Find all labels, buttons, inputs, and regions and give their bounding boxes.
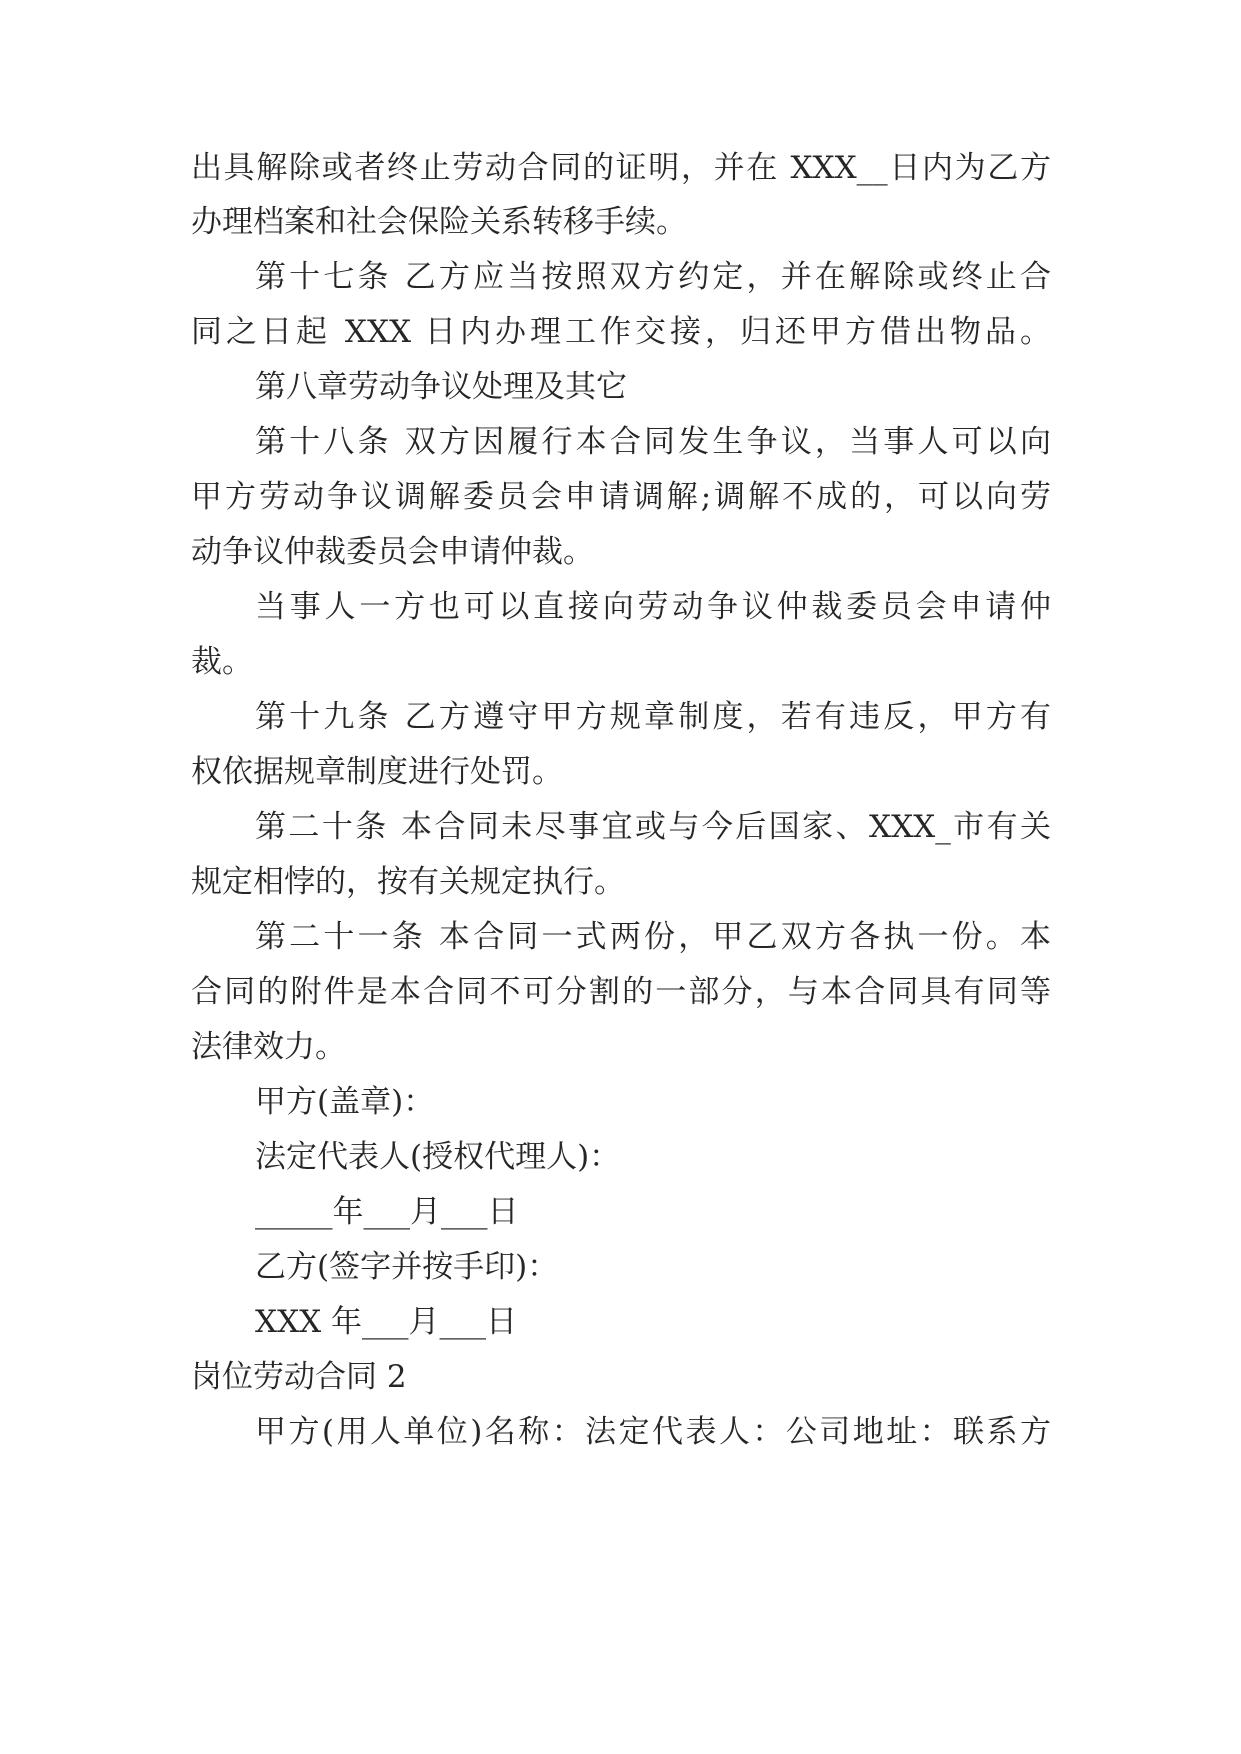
text-line: 出具解除或者终止劳动合同的证明，并在 XXX__日内为乙方 (191, 150, 1051, 186)
party-a-seal: 甲方(盖章)： (255, 1084, 435, 1120)
article-17: 第十七条 乙方应当按照双方约定，并在解除或终止合 (255, 259, 1051, 295)
text-line: 甲方劳动争议调解委员会申请调解;调解不成的，可以向劳 (191, 479, 1051, 515)
article-19: 第十九条 乙方遵守甲方规章制度，若有违反，甲方有 (255, 699, 1051, 735)
text-line: 当事人一方也可以直接向劳动争议仲裁委员会申请仲 (255, 589, 1051, 625)
text-line: 规定相悖的，按有关规定执行。 (191, 864, 625, 900)
section-title: 岗位劳动合同 2 (191, 1359, 407, 1395)
party-b-signature: 乙方(签字并按手印)： (255, 1249, 559, 1285)
text-line: 裁。 (191, 644, 253, 680)
text-line: 同之日起 XXX 日内办理工作交接，归还甲方借出物品。 (191, 314, 1051, 350)
chapter-heading: 第八章劳动争议处理及其它 (255, 369, 627, 405)
text-line: 甲方(用人单位)名称：法定代表人：公司地址：联系方 (255, 1414, 1051, 1450)
text-line: 办理档案和社会保险关系转移手续。 (191, 204, 687, 240)
text-line: 权依据规章制度进行处罚。 (191, 754, 563, 790)
article-20: 第二十条 本合同未尽事宜或与今后国家、XXX_市有关 (255, 809, 1051, 845)
text-line: 合同的附件是本合同不可分割的一部分，与本合同具有同等 (191, 974, 1051, 1010)
legal-representative: 法定代表人(授权代理人)： (255, 1139, 621, 1175)
date-line-party-b: XXX 年___月___日 (255, 1304, 518, 1340)
text-line: 法律效力。 (191, 1029, 346, 1065)
date-line-party-a: _____年___月___日 (255, 1194, 519, 1230)
article-21: 第二十一条 本合同一式两份，甲乙双方各执一份。本 (255, 919, 1051, 955)
text-line: 动争议仲裁委员会申请仲裁。 (191, 534, 594, 570)
article-18: 第十八条 双方因履行本合同发生争议，当事人可以向 (255, 424, 1051, 460)
